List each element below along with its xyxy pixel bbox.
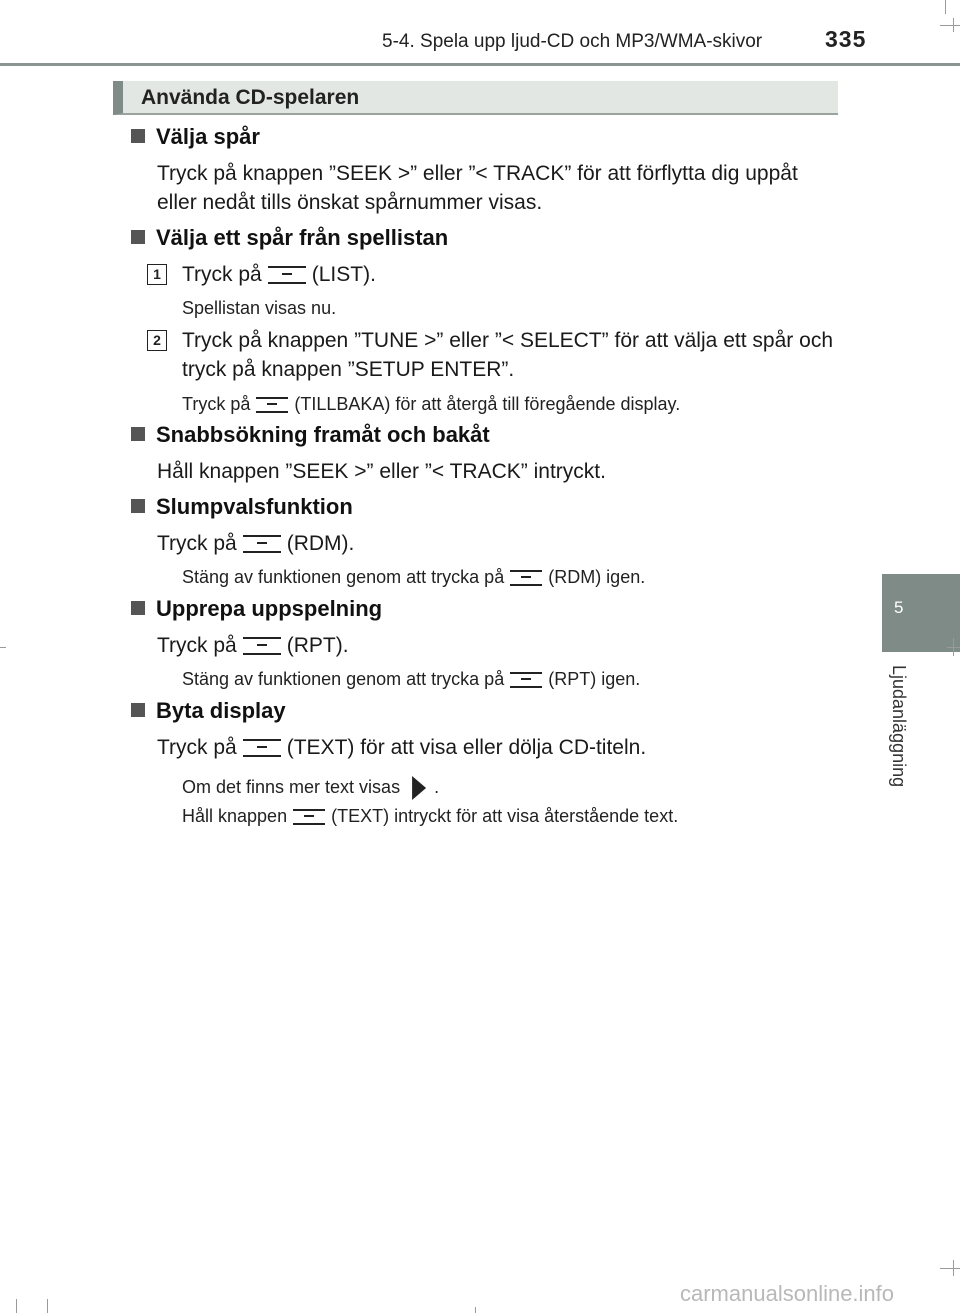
crop-mark — [940, 1268, 960, 1269]
page-number: 335 — [825, 26, 867, 52]
text-button-icon — [293, 809, 325, 825]
bullet-square-icon — [131, 499, 145, 513]
bullet-square-icon — [131, 427, 145, 441]
step2-text: Tryck på knappen ”TUNE >” eller ”< SELECT” för att välja ett spår och tryck på knappen ”SETUP ENTER”. — [182, 329, 833, 381]
fast-search-text: Håll knappen ”SEEK >” eller ”< TRACK” intryckt. — [157, 460, 606, 483]
back-button-icon — [256, 397, 288, 413]
repeat-text: Tryck på (RPT). — [157, 634, 349, 657]
chapter-number: 5 — [894, 598, 904, 617]
rdm-button-icon — [510, 570, 542, 586]
rpt-button-icon — [243, 637, 281, 655]
more-text-arrow-icon — [412, 776, 426, 800]
crop-mark — [0, 647, 6, 648]
bullet-square-icon — [131, 601, 145, 615]
step-number-1: 1 — [147, 264, 167, 285]
rdm-button-icon — [243, 535, 281, 553]
repeat-note: Stäng av funktionen genom att trycka på (RPT) igen. — [182, 669, 641, 689]
random-text: Tryck på (RDM). — [157, 532, 355, 555]
header-title: 5-4. Spela upp ljud-CD och MP3/WMA-skivor — [382, 31, 763, 52]
bullet-square-icon — [131, 703, 145, 717]
crop-mark — [940, 25, 960, 26]
chapter-label: Ljudanläggning — [889, 665, 909, 788]
crop-mark — [945, 0, 946, 14]
bullet-square-icon — [131, 230, 145, 244]
list-button-icon — [268, 266, 306, 284]
display-note-1: Om det finns mer text visas . — [182, 776, 439, 800]
crop-mark — [953, 638, 954, 656]
step-number-2: 2 — [147, 330, 167, 351]
subheading-fast-search: Snabbsökning framåt och bakåt — [131, 422, 490, 448]
step1-text: Tryck på (LIST). — [182, 263, 376, 286]
rpt-button-icon — [510, 672, 542, 688]
display-note-2: Håll knappen (TEXT) intryckt för att visa återstående text. — [182, 806, 679, 826]
bullet-square-icon — [131, 129, 145, 143]
header-rule — [0, 63, 960, 66]
subheading-select-track: Välja spår — [131, 124, 260, 150]
step1-note: Spellistan visas nu. — [182, 298, 337, 318]
crop-mark — [47, 1299, 48, 1313]
step2-note: Tryck på (TILLBAKA) för att återgå till föregående display. — [182, 394, 681, 414]
display-text: Tryck på (TEXT) för att visa eller dölja CD-titeln. — [157, 736, 647, 759]
select-track-text: Tryck på knappen ”SEEK >” eller ”< TRACK” för att förflytta dig uppåt eller nedåt tills önskat spårnummer visas. — [157, 162, 798, 214]
crop-mark — [475, 1307, 476, 1313]
subheading-repeat: Upprepa uppspelning — [131, 596, 382, 622]
subheading-playlist: Välja ett spår från spellistan — [131, 225, 448, 251]
section-header — [113, 81, 838, 115]
random-note: Stäng av funktionen genom att trycka på (RDM) igen. — [182, 567, 646, 587]
text-button-icon — [243, 739, 281, 757]
subheading-random: Slumpvalsfunktion — [131, 494, 353, 520]
watermark: carmanualsonline.info — [680, 1281, 895, 1306]
crop-mark — [953, 18, 954, 32]
section-title: Använda CD-spelaren — [141, 86, 360, 109]
crop-mark — [953, 1260, 954, 1276]
crop-mark — [16, 1299, 17, 1313]
subheading-display: Byta display — [131, 698, 286, 724]
